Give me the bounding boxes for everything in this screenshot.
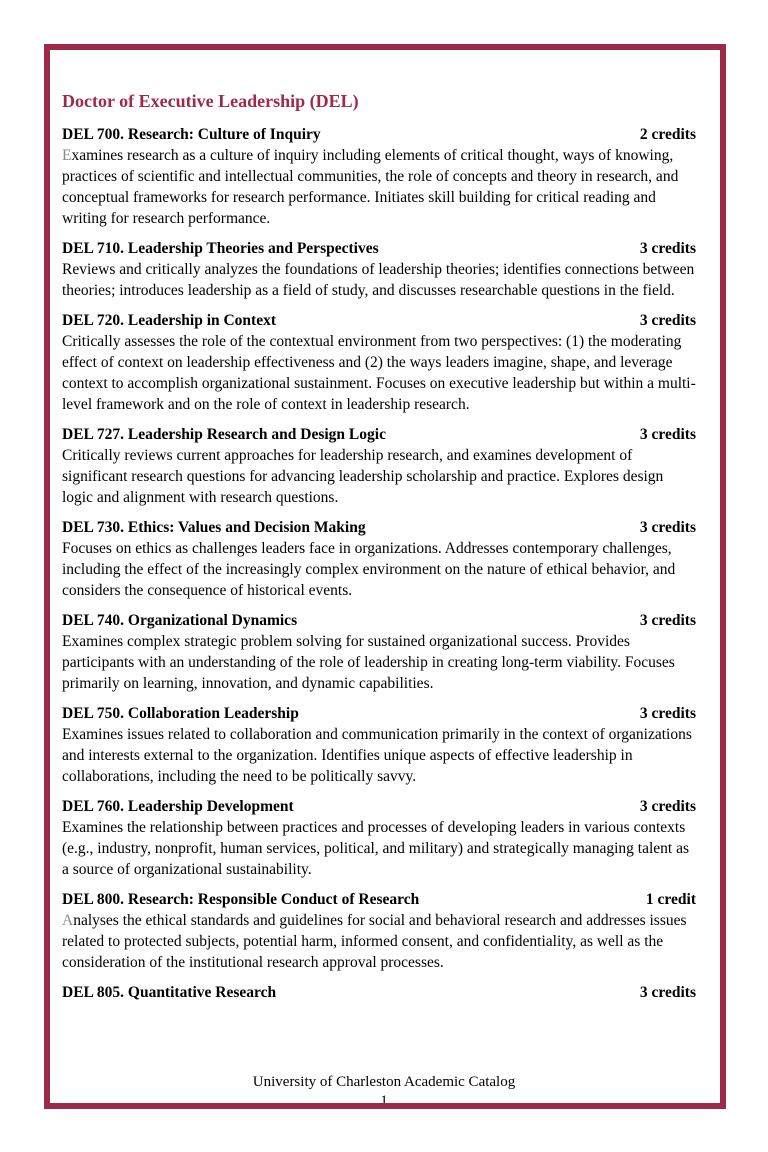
course-description-text: Reviews and critically analyzes the foundations of leadership theories; identifies connections between theories; introduces leadership as a field of study, and discusses researchable questions in the field. (62, 261, 695, 299)
course-heading: DEL 700. Research: Culture of Inquiry (62, 126, 321, 143)
course-entry (62, 238, 696, 301)
course-credits: 2 credits (639, 126, 696, 143)
course-heading-row (62, 889, 696, 910)
course-description-text: Critically reviews current approaches for leadership research, and examines development of significant research questions for advancing leadership scholarship and practice. Explores design logic and alignment with research questions. (62, 447, 664, 506)
page-number: 1 (380, 1093, 388, 1109)
course-description-text: Critically assesses the role of the contextual environment from two perspectives: (1) the moderating effect of context on leadership effectiveness and (2) the ways leaders imagine, shape, and leverage context to accomplish organizational sustainment. Focuses on executive leadership but within a multi-level framework and on the role of context in leadership research. (62, 333, 696, 413)
course-heading: DEL 727. Leadership Research and Design Logic (62, 426, 386, 443)
course-description-text: Examines complex strategic problem solving for sustained organizational success. Provides participants with an understanding of the role of leadership in creating long-term viability. Focuses primarily on learning, innovation, and dynamic capabilities. (62, 633, 675, 692)
course-credits: 3 credits (639, 240, 696, 257)
course-description (62, 445, 696, 508)
course-heading-row (62, 238, 696, 259)
course-heading: DEL 760. Leadership Development (62, 798, 294, 815)
course-credits: 3 credits (639, 426, 696, 443)
course-description-initial: A (62, 912, 74, 929)
course-credits: 3 credits (639, 798, 696, 815)
course-heading: DEL 720. Leadership in Context (62, 312, 277, 329)
course-heading: DEL 800. Research: Responsible Conduct of Research (62, 891, 420, 908)
catalog-content (62, 90, 696, 1003)
course-description-text: Focuses on ethics as challenges leaders face in organizations. Addresses contemporary challenges, including the effect of the increasingly complex environment on the nature of ethical behavior, and considers the consequence of historical events. (62, 540, 676, 599)
course-credits: 1 credit (645, 891, 696, 908)
course-credits: 3 credits (639, 984, 696, 1001)
course-credits: 3 credits (639, 705, 696, 722)
course-description-text: Examines issues related to collaboration and communication primarily in the context of organizations and interests external to the organization. Identifies unique aspects of effective leadership in collaborations, including the need to be politically savvy. (62, 726, 692, 785)
course-entry (62, 124, 696, 229)
course-entry (62, 517, 696, 601)
course-heading: DEL 730. Ethics: Values and Decision Making (62, 519, 366, 536)
course-description-initial: E (62, 147, 72, 164)
course-description-text: Examines the relationship between practices and processes of developing leaders in various contexts (e.g., industry, nonprofit, human services, political, and military) and strategically managing talent as a source of organizational sustainability. (62, 819, 690, 878)
course-entry (62, 424, 696, 508)
footer-text: University of Charleston Academic Catalog (252, 1074, 516, 1090)
course-entry (62, 982, 696, 1003)
course-entry (62, 796, 696, 880)
course-description (62, 724, 696, 787)
course-heading-row (62, 310, 696, 331)
course-description-text: nalyses the ethical standards and guidelines for social and behavioral research and addresses issues related to protected subjects, potential harm, informed consent, and confidentiality, as well as the consideration of the institutional research approval processes. (62, 912, 687, 971)
course-heading-row (62, 517, 696, 538)
program-title: Doctor of Executive Leadership (DEL) (62, 91, 359, 111)
course-heading-row (62, 796, 696, 817)
course-description (62, 910, 696, 973)
course-credits: 3 credits (639, 519, 696, 536)
course-entry (62, 310, 696, 415)
course-entry (62, 703, 696, 787)
course-credits: 3 credits (639, 612, 696, 629)
course-description (62, 631, 696, 694)
course-description (62, 538, 696, 601)
course-heading: DEL 710. Leadership Theories and Perspectives (62, 240, 379, 257)
course-heading-row (62, 703, 696, 724)
course-heading-row (62, 982, 696, 1003)
course-description (62, 259, 696, 301)
course-description-text: xamines research as a culture of inquiry including elements of critical thought, ways of knowing, practices of scientific and intellectual communities, the role of concepts and theory in research, and conceptual frameworks for research performance. Initiates skill building for critical reading and writing for research performance. (62, 147, 679, 227)
course-description (62, 145, 696, 229)
course-description (62, 817, 696, 880)
course-heading: DEL 740. Organizational Dynamics (62, 612, 298, 629)
page-footer (0, 1073, 768, 1111)
course-heading-row (62, 124, 696, 145)
course-description (62, 331, 696, 415)
course-heading: DEL 805. Quantitative Research (62, 984, 277, 1001)
course-heading: DEL 750. Collaboration Leadership (62, 705, 299, 722)
course-entry (62, 610, 696, 694)
course-credits: 3 credits (639, 312, 696, 329)
course-entry (62, 889, 696, 973)
course-heading-row (62, 610, 696, 631)
course-heading-row (62, 424, 696, 445)
